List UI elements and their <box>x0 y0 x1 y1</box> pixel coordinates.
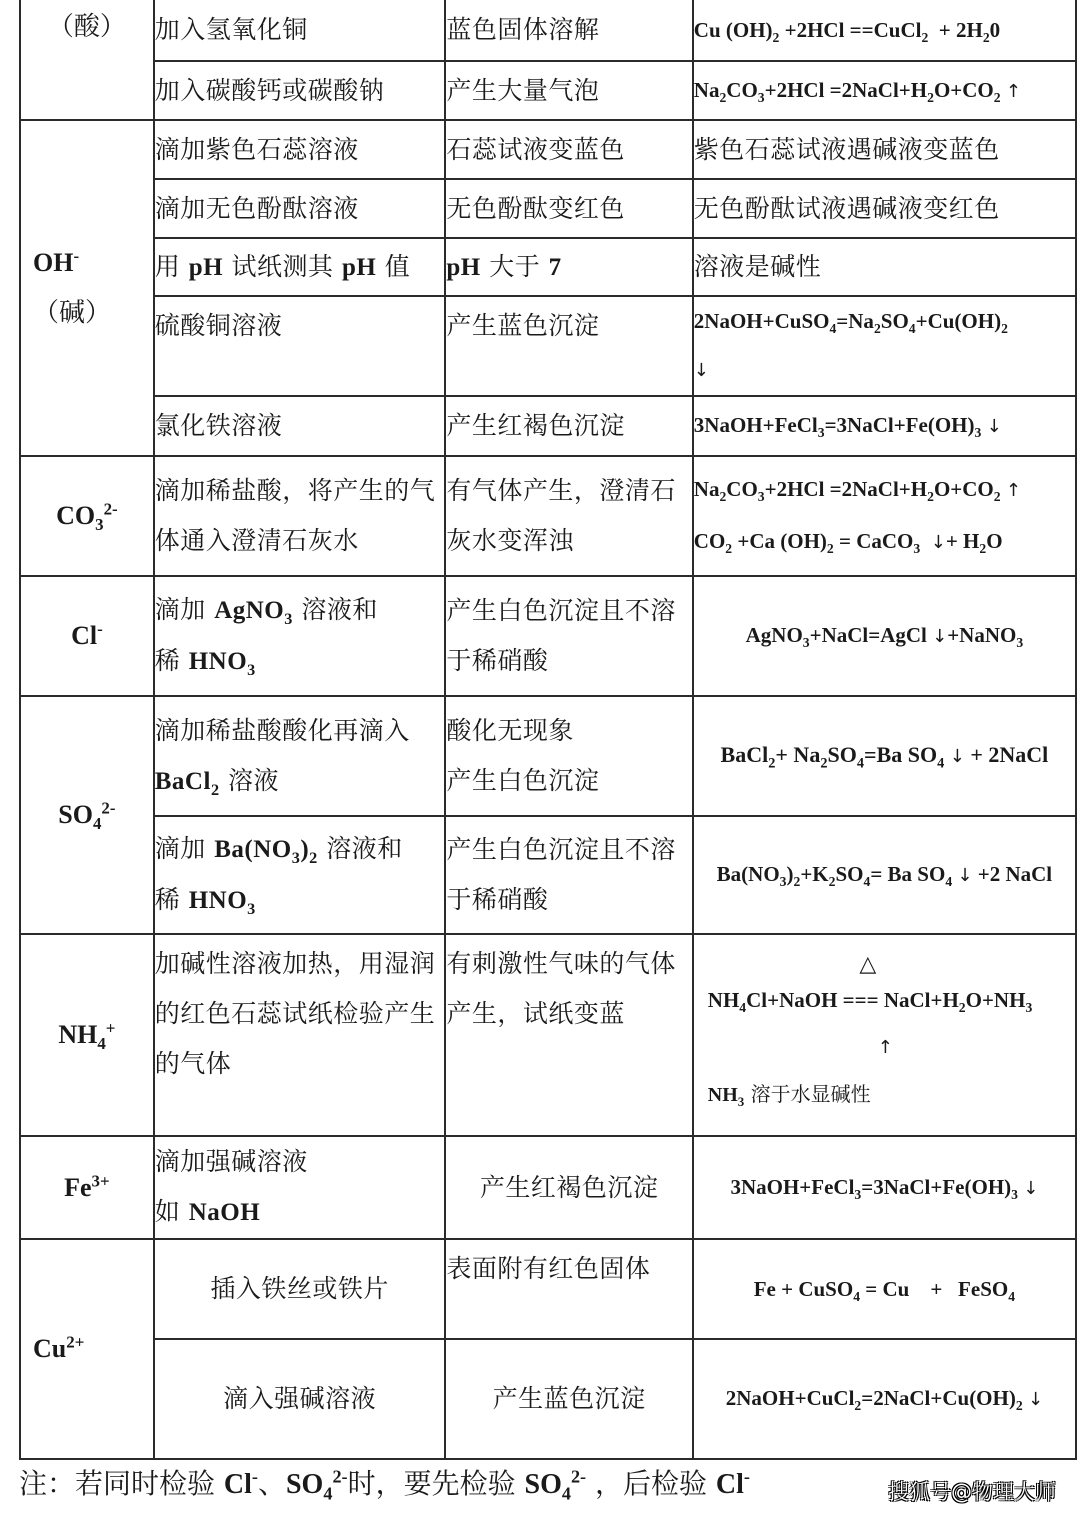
conclusion-cell: 溶液是碱性 <box>693 238 1076 296</box>
note-ion: Cl- <box>715 1466 750 1500</box>
conclusion-cell: 无色酚酞试液遇碱液变红色 <box>693 179 1076 238</box>
note-text: 时，要先检验 <box>347 1467 525 1500</box>
equation-cell: $2NaOH+CuCl_2=2NaCl+Cu(OH)_2$ ↓ <box>693 1339 1076 1459</box>
equation-cell: $Ba(NO_3)_2+K_2SO_4= Ba$ $SO_4$ ↓ +2 NaCl <box>693 816 1076 934</box>
method-cell: 滴加稀盐酸，将产生的气体通入澄清石灰水 <box>154 456 446 576</box>
equation-cell: $Na_2CO_3+2HCl$ $=2NaCl+H_2O+CO_2$ ↑ <box>693 61 1076 120</box>
equation-cell: $3NaOH+FeCl_3=3NaCl+Fe(OH)_3$ ↓ <box>693 396 1076 456</box>
ion-label: $NH_4^+$ <box>58 1018 116 1054</box>
ion-label: OH- <box>33 246 80 277</box>
phenomenon-cell: 无色酚酞变红色 <box>445 179 692 238</box>
table-row <box>20 61 1076 120</box>
method-cell: 加入氢氧化铜 <box>154 0 446 61</box>
arrow-down-icon: ↓ <box>932 626 948 647</box>
table-row <box>20 934 1076 1136</box>
equation-cell: BaCl$_2$+ $Na_2SO_4=Ba$ $SO_4$ ↓ + 2NaCl <box>693 696 1076 816</box>
conclusion-text: $NH_3$ 溶于水显碱性 <box>707 1081 871 1109</box>
method-cell: 用 pH 试纸测其 pH 值 <box>154 238 446 296</box>
phenomenon-cell: 石蕊试液变蓝色 <box>445 120 692 179</box>
ion-cell-sulfate <box>20 696 154 934</box>
ion-cell-iron <box>20 1136 154 1239</box>
ion-label: $Cu^{2+}$ <box>33 1332 85 1363</box>
equation-cell: Fe + CuSO$_4$ = Cu + FeSO$_4$ <box>693 1239 1076 1339</box>
method-cell: 滴加无色酚酞溶液 <box>154 179 446 238</box>
arrow-down-icon: ↓ <box>1023 1177 1039 1199</box>
ion-label: $CO_3^{2-}$ <box>56 499 118 535</box>
phenomenon-cell: pH 大于 7 <box>445 238 692 296</box>
table-row <box>20 179 1076 238</box>
conclusion-cell: 紫色石蕊试液遇碱液变蓝色 <box>693 120 1076 179</box>
equation-cell: AgNO$_3$+NaCl=AgCl ↓+NaNO$_3$ <box>693 576 1076 696</box>
phenomenon-cell: 蓝色固体溶解 <box>445 0 692 61</box>
table-row <box>20 120 1076 179</box>
table-row <box>20 696 1076 816</box>
equation-cell: $2NaOH+CuSO_4=Na_2SO_4+Cu(OH)_2$ ↓ <box>693 296 1076 396</box>
equation-cell: Cu $(OH)_2 +2HCl$ ==CuCl$_2$ + $2H_20$ <box>693 0 1076 61</box>
ion-label: Cl- <box>71 619 103 650</box>
arrow-up-icon: ↑ <box>1005 80 1021 102</box>
arrow-up-icon: ↑ <box>1005 480 1021 501</box>
phenomenon-cell: 酸化无现象 产生白色沉淀 <box>445 696 692 816</box>
method-cell: 硫酸铜溶液 <box>154 296 446 396</box>
ion-label: （酸） <box>47 12 126 41</box>
note-ion: Cl- <box>223 1466 258 1500</box>
equation-cell: $Na_2CO_3+2HCl$ $=2NaCl+H_2O+CO_2$ ↑ $CO_2 +Ca$ $(OH)_2$ = CaCO$_3$ ↓+ $H_2O$ <box>693 456 1076 576</box>
method-cell: 滴加紫色石蕊溶液 <box>154 120 446 179</box>
ion-label: $Fe^{3+}$ <box>64 1170 110 1202</box>
method-cell: 加入碳酸钙或碳酸钠 <box>154 61 446 120</box>
table-row <box>20 1239 1076 1339</box>
table-row <box>20 816 1076 934</box>
table-row <box>20 238 1076 296</box>
method-cell: 滴加 $Ba(NO_3)_2$ 溶液和 稀 $HNO_3$ <box>154 816 446 934</box>
equation-cell: △ $NH_4Cl+NaOH$ === $NaCl+H_2O+NH_3$ ↑ $NH_3$ 溶于水显碱性 <box>693 934 1076 1136</box>
phenomenon-cell: 产生蓝色沉淀 <box>445 296 692 396</box>
arrow-up-icon: ↑ <box>877 1036 893 1058</box>
ion-cell-ammonium <box>20 934 154 1136</box>
arrow-down-icon: ↓ <box>986 416 1002 437</box>
arrow-down-icon: ↓ <box>1027 1389 1044 1410</box>
table-row <box>20 396 1076 456</box>
method-cell: 滴加 AgNO$_3$ 溶液和 稀 $HNO_3$ <box>154 576 446 696</box>
phenomenon-cell: 有气体产生，澄清石灰水变浑浊 <box>445 456 692 576</box>
ion-note: （碱） <box>33 298 112 327</box>
note-text: 、 <box>257 1467 286 1500</box>
phenomenon-cell: 产生白色沉淀且不溶于稀硝酸 <box>445 816 692 934</box>
phenomenon-cell: 产生红褐色沉淀 <box>445 396 692 456</box>
note-text: ，后检验 <box>586 1467 716 1500</box>
note-text: 注：若同时检验 <box>19 1467 224 1500</box>
ion-cell-copper <box>20 1239 154 1459</box>
ion-cell-acid <box>20 0 154 120</box>
phenomenon-cell: 产生大量气泡 <box>445 61 692 120</box>
watermark: 搜狐号@物理大师 <box>888 1480 1056 1504</box>
table-row <box>20 576 1076 696</box>
ion-label: $SO_4^{2-}$ <box>58 798 116 834</box>
arrow-down-icon: ↓ <box>693 360 709 381</box>
phenomenon-cell: 产生蓝色沉淀 <box>445 1339 692 1459</box>
phenomenon-cell: 有刺激性气味的气体产生，试纸变蓝 <box>445 934 692 1136</box>
phenomenon-cell: 表面附有红色固体 <box>445 1239 692 1339</box>
ion-test-table <box>19 0 1077 1460</box>
method-cell: 滴加稀盐酸酸化再滴入 BaCl$_2$ 溶液 <box>154 696 446 816</box>
arrow-down-icon: ↓ <box>949 746 965 767</box>
table-row <box>20 456 1076 576</box>
phenomenon-cell: 产生红褐色沉淀 <box>445 1136 692 1239</box>
table-row <box>20 1136 1076 1239</box>
heat-condition-icon: △ <box>859 951 877 977</box>
table-row <box>20 0 1076 61</box>
arrow-down-icon: ↓ <box>930 532 946 553</box>
method-cell: 滴加强碱溶液 如 NaOH <box>154 1136 446 1239</box>
ion-cell-chloride <box>20 576 154 696</box>
method-cell: 氯化铁溶液 <box>154 396 446 456</box>
footnote <box>19 1462 750 1502</box>
method-cell: 滴入强碱溶液 <box>154 1339 446 1459</box>
arrow-down-icon: ↓ <box>957 865 973 886</box>
method-cell: 加碱性溶液加热，用湿润的红色石蕊试纸检验产生的气体 <box>154 934 446 1136</box>
note-ion: $SO_4^{2-}$ <box>524 1466 587 1504</box>
equation-cell: $3NaOH+FeCl_3=3NaCl+Fe(OH)_3$ ↓ <box>693 1136 1076 1239</box>
phenomenon-cell: 产生白色沉淀且不溶于稀硝酸 <box>445 576 692 696</box>
ion-cell-hydroxide <box>20 120 154 456</box>
table-row <box>20 1339 1076 1459</box>
table-row <box>20 296 1076 396</box>
note-ion: $SO_4^{2-}$ <box>285 1466 348 1504</box>
ion-cell-carbonate <box>20 456 154 576</box>
method-cell: 插入铁丝或铁片 <box>154 1239 446 1339</box>
